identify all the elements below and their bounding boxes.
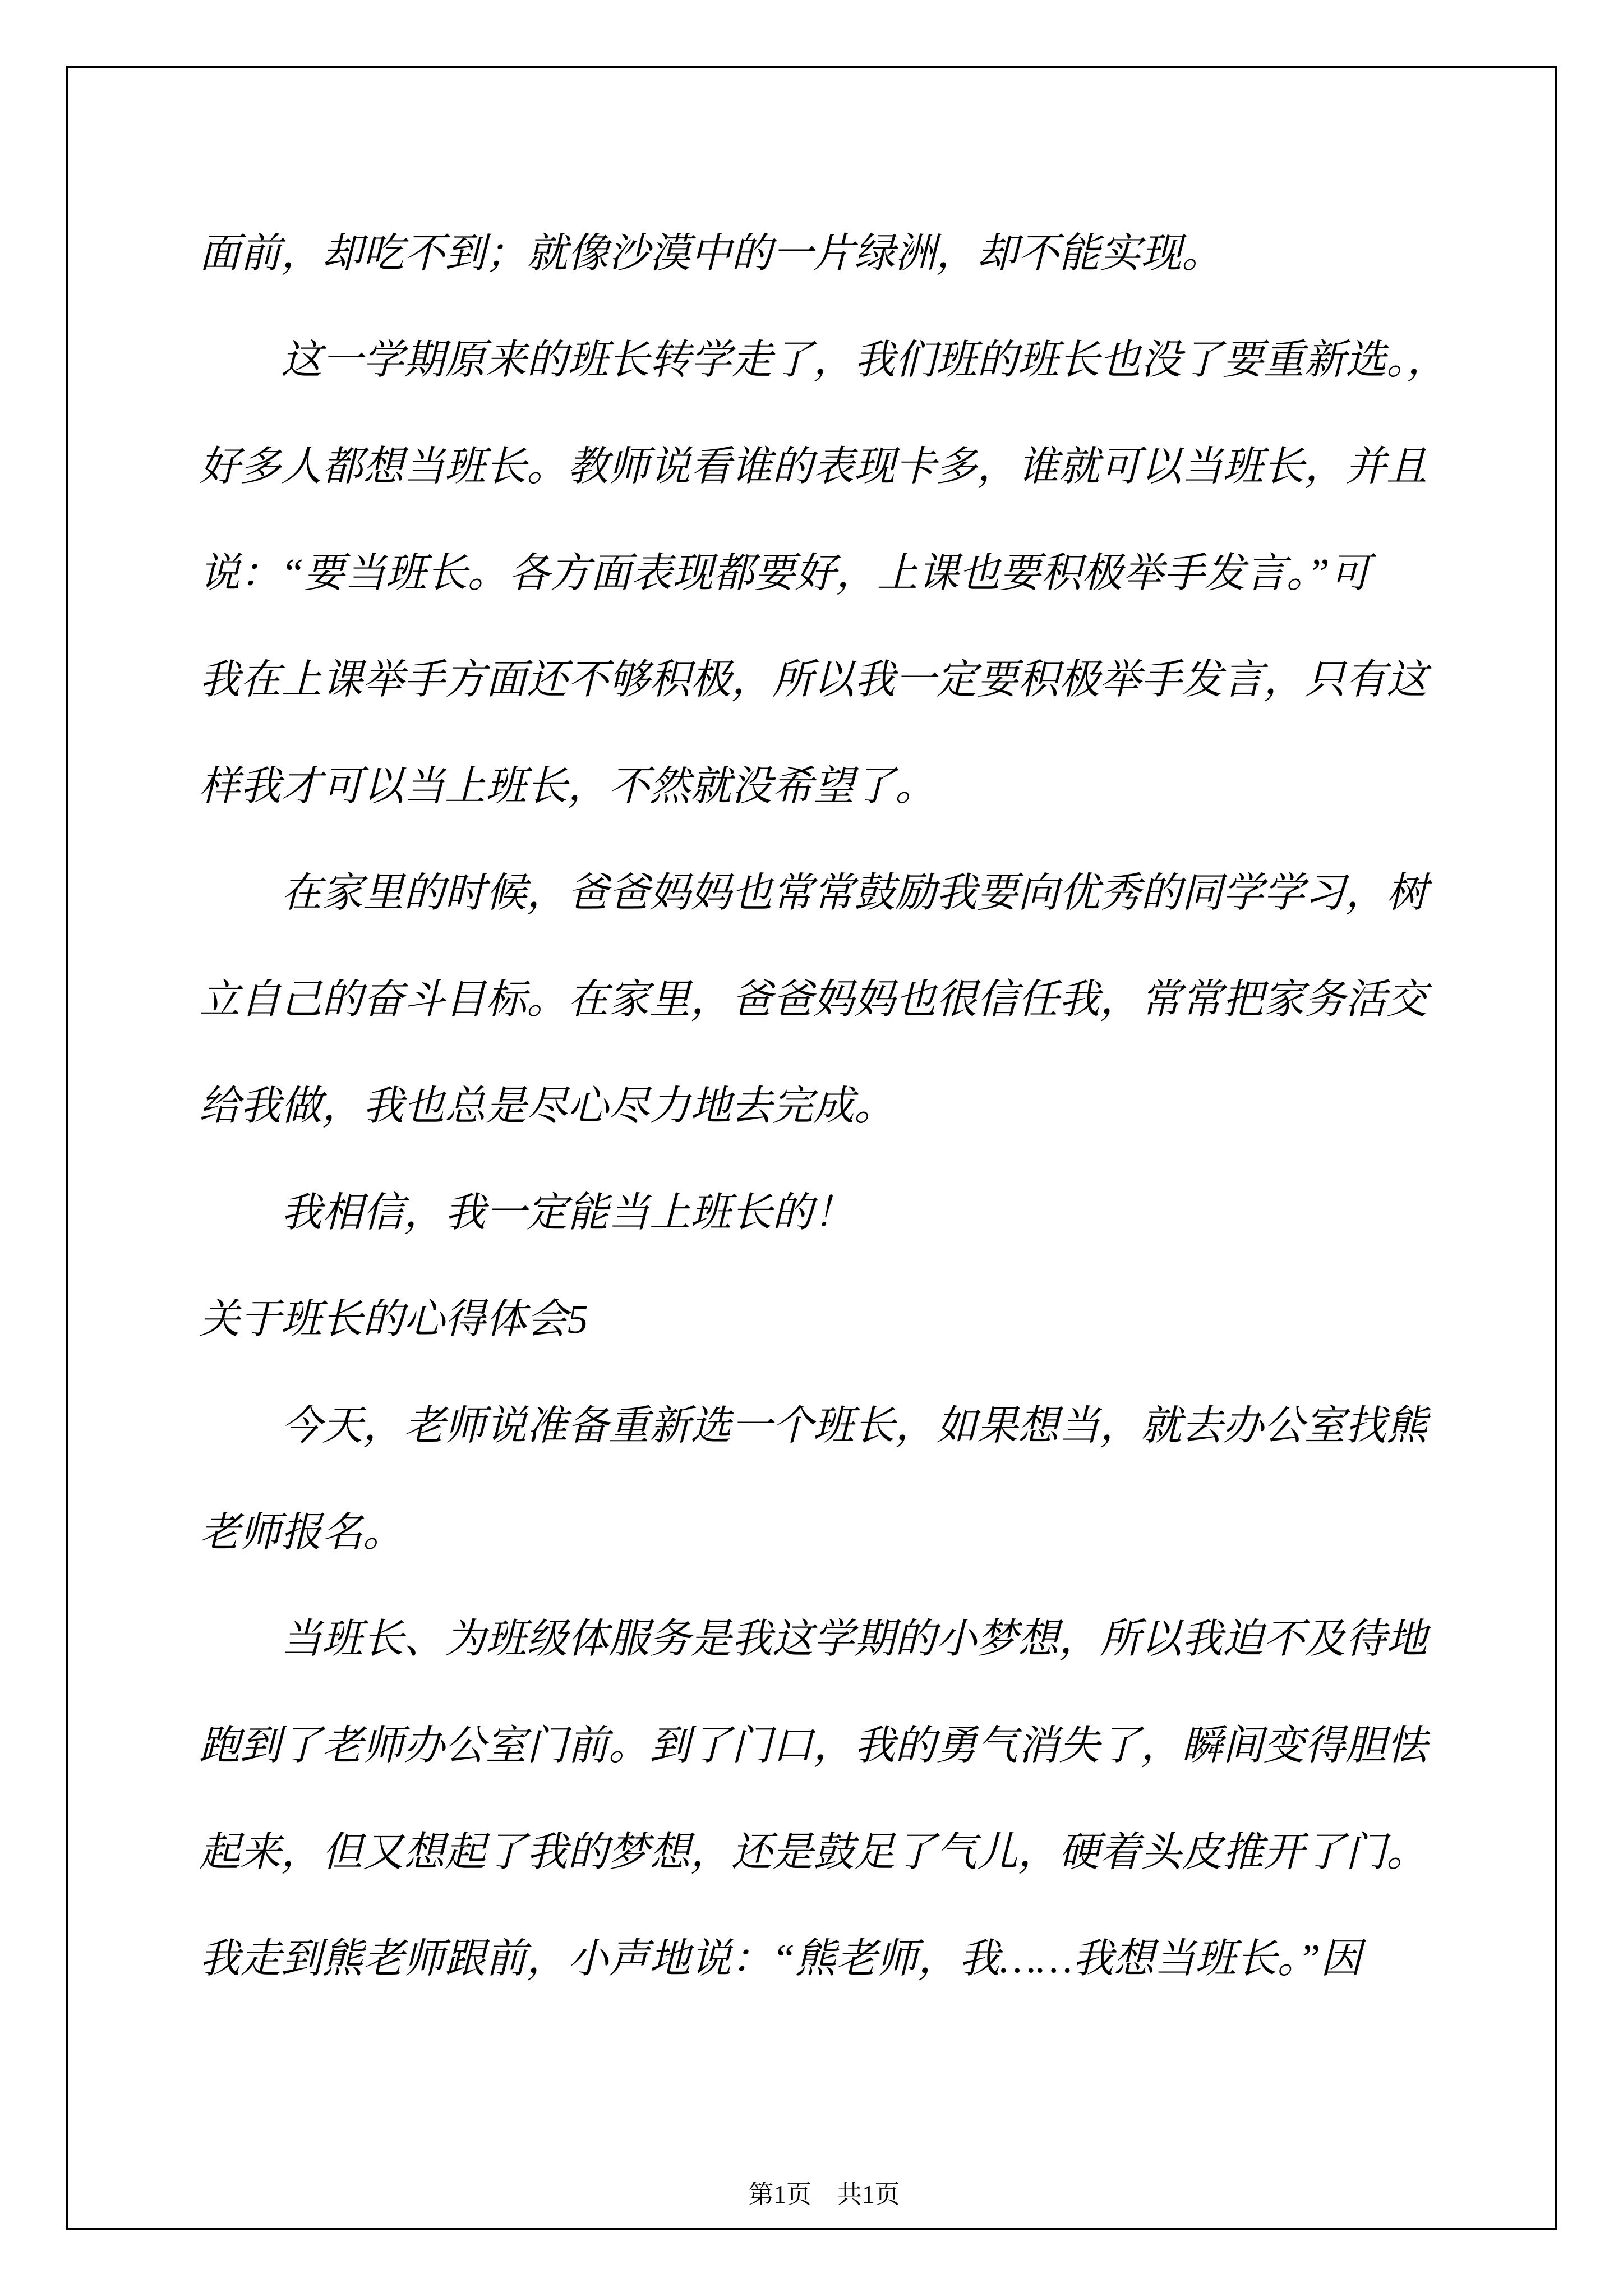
text-line: 我相信，我一定能当上班长的！ xyxy=(281,1190,854,1235)
text-line: 好多人都想当班长。教师说看谁的表现卡多，谁就可以当班长，并且 xyxy=(199,444,1427,489)
text-line: 跑到了老师办公室门前。到了门口，我的勇气消失了，瞬间变得胆怯 xyxy=(199,1723,1427,1768)
text-line: 老师报名。 xyxy=(199,1510,404,1555)
text-line: 关于班长的心得体会5 xyxy=(199,1296,588,1342)
document-body xyxy=(199,200,1461,2012)
text-line: 我在上课举手方面还不够积极，所以我一定要积极举手发言，只有这 xyxy=(199,657,1427,702)
text-line: 我走到熊老师跟前，小声地说：“熊老师，我……我想当班长。”因 xyxy=(199,1936,1362,1981)
text-line: 今天，老师说准备重新选一个班长，如果想当，就去办公室找熊 xyxy=(281,1403,1427,1448)
text-line: 起来，但又想起了我的梦想，还是鼓足了气儿，硬着头皮推开了门。 xyxy=(199,1829,1427,1875)
text-line: 这一学期原来的班长转学走了，我们班的班长也没了要重新选。， xyxy=(281,337,1448,383)
text-line: 在家里的时候，爸爸妈妈也常常鼓励我要向优秀的同学学习，树 xyxy=(281,870,1427,915)
text-line: 给我做，我也总是尽心尽力地去完成。 xyxy=(199,1083,895,1129)
text-line: 样我才可以当上班长，不然就没希望了。 xyxy=(199,763,936,809)
text-line: 面前，却吃不到；就像沙漠中的一片绿洲，却不能实现。 xyxy=(199,231,1223,276)
page-footer xyxy=(0,2144,1623,2245)
page-border-frame xyxy=(66,66,1557,2230)
text-line: 当班长、为班级体服务是我这学期的小梦想，所以我迫不及待地 xyxy=(281,1616,1427,1662)
text-line: 立自己的奋斗目标。在家里，爸爸妈妈也很信任我，常常把家务活交 xyxy=(199,977,1427,1022)
text-line: 说：“要当班长。各方面表现都要好，上课也要积极举手发言。”可 xyxy=(199,550,1371,596)
page-number-label: 第1页 共1页 xyxy=(748,2180,900,2208)
